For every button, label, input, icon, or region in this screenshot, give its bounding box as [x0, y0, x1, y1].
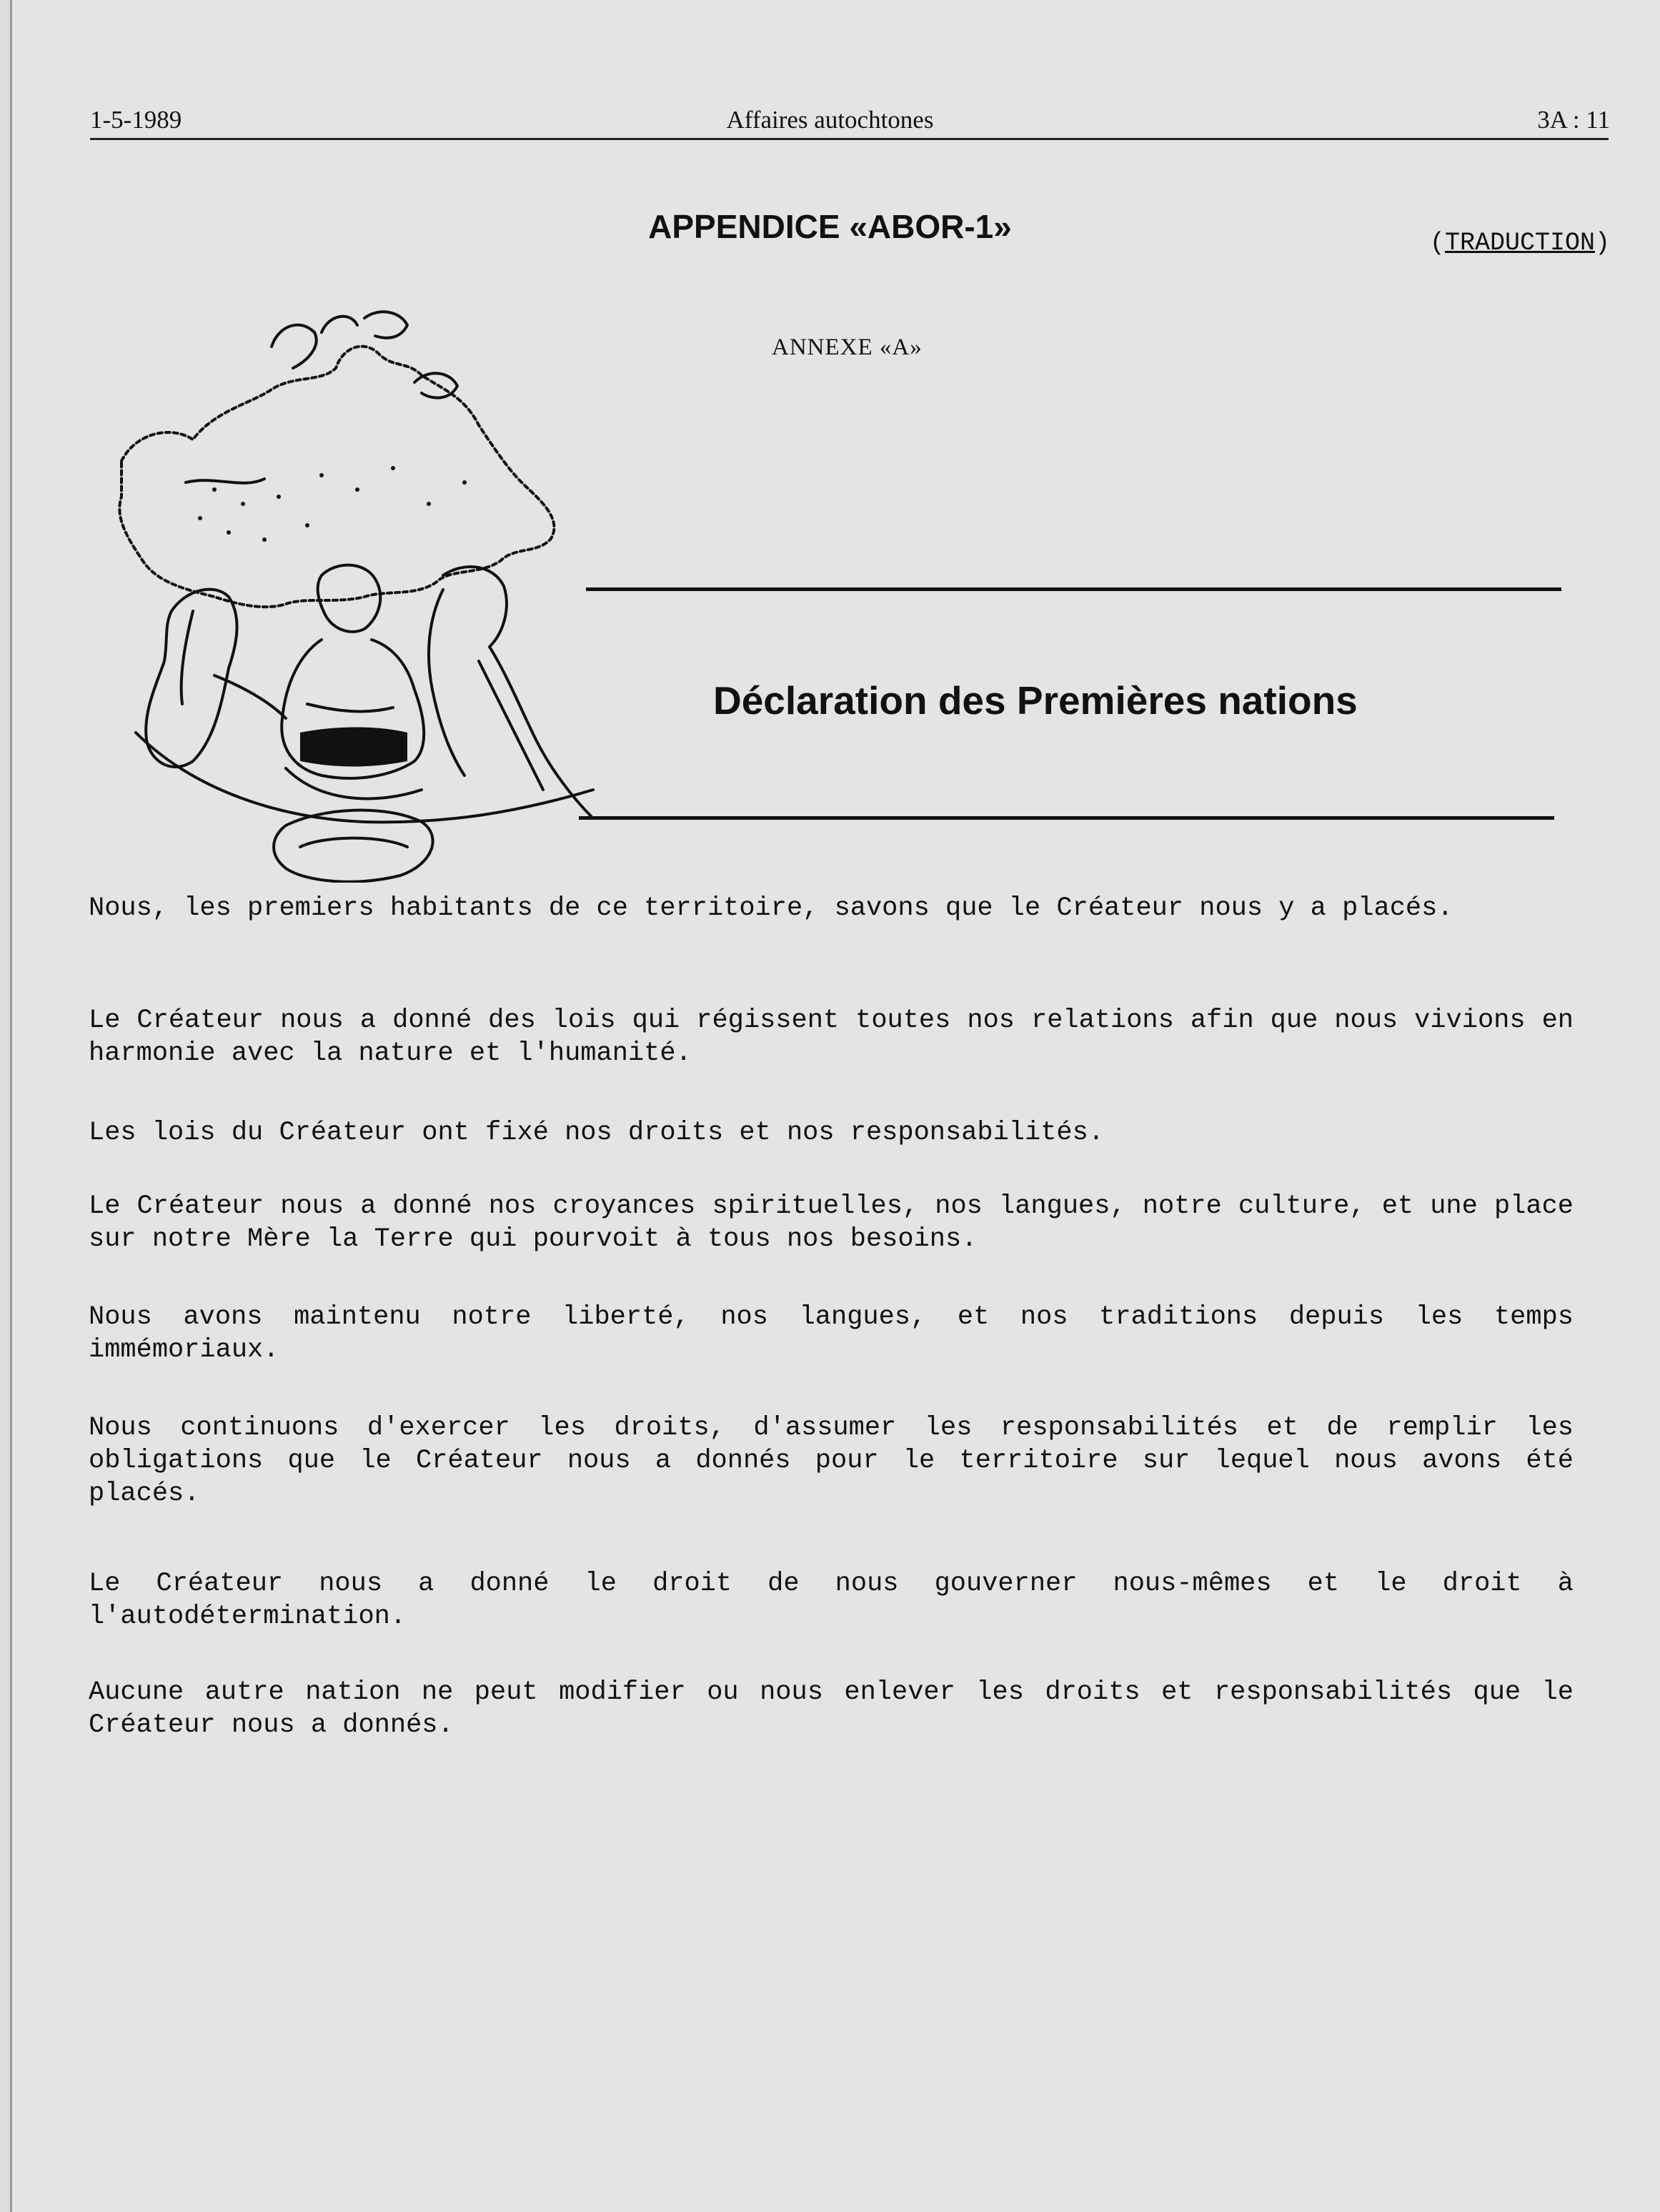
first-nations-illustration: [107, 304, 622, 883]
paragraph-2: Le Créateur nous a donné des lois qui régissent toutes nos relations afin que nous vivions en harmonie avec la nature et l'humanité.: [89, 1006, 1574, 1068]
paragraph-1: Nous, les premiers habitants de ce territoire, savons que le Créateur nous y a placés.: [89, 893, 1453, 923]
header-title: Affaires autochtones: [726, 106, 934, 134]
paragraph-6: Nous continuons d'exercer les droits, d'assumer les responsabilités et de remplir les obligations que le Créateur nous a donnés pour le territoire sur lequel nous avons été placés.: [89, 1413, 1574, 1509]
paragraph-4: Le Créateur nous a donné nos croyances spirituelles, nos langues, notre culture, et une place sur notre Mère la Terre qui pourvoit à tous nos besoins.: [89, 1191, 1574, 1254]
traduction-text: TRADUCTION: [1444, 229, 1595, 257]
header-rule: [90, 138, 1609, 140]
traduction-label: (TRADUCTION): [1429, 229, 1610, 257]
appendix-title: APPENDICE «ABOR-1»: [648, 208, 1012, 245]
paragraph-3: Les lois du Créateur ont fixé nos droits et nos responsabilités.: [89, 1118, 1105, 1148]
annex-label: ANNEXE «A»: [772, 334, 923, 360]
header-page-ref: 3A : 11: [1537, 106, 1610, 134]
paragraph-5: Nous avons maintenu notre liberté, nos langues, et nos traditions depuis les temps immémoriaux.: [89, 1302, 1574, 1365]
title-rule-bottom: [579, 816, 1554, 820]
declaration-title: Déclaration des Premières nations: [713, 678, 1358, 723]
title-rule-top: [586, 587, 1561, 591]
paragraph-7: Le Créateur nous a donné le droit de nous gouverner nous-mêmes et le droit à l'autodétermination.: [89, 1569, 1574, 1632]
header-date: 1-5-1989: [90, 106, 182, 134]
paragraph-8: Aucune autre nation ne peut modifier ou nous enlever les droits et responsabilités que le Créateur nous a donnés.: [89, 1677, 1574, 1740]
